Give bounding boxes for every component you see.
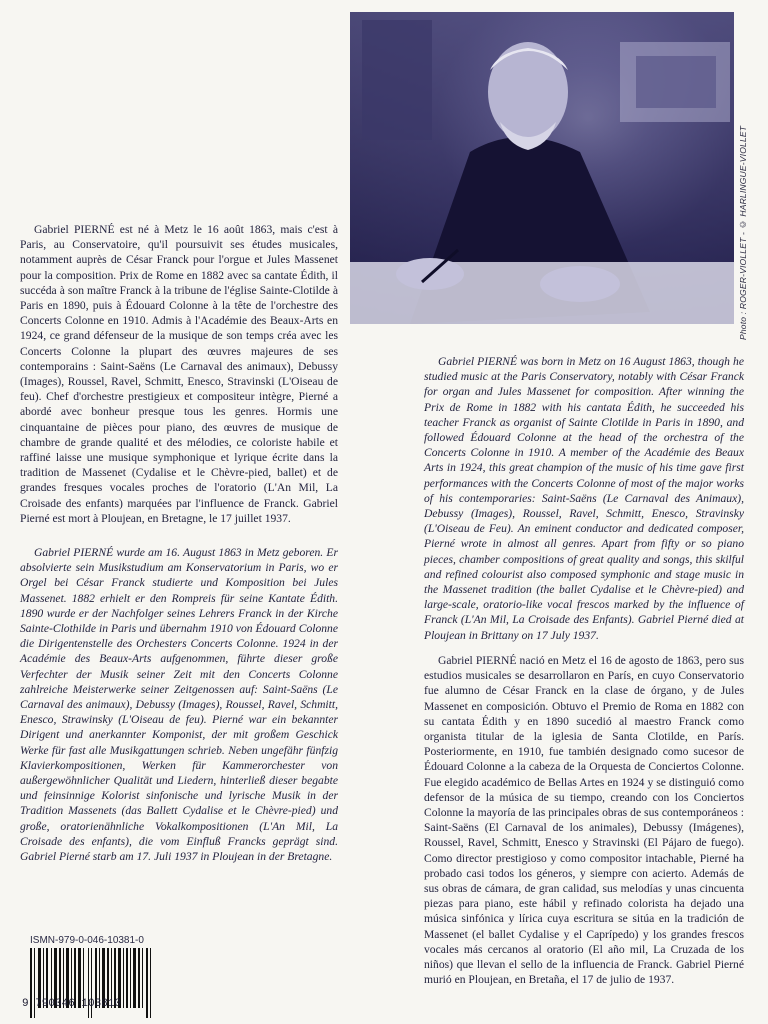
barcode-digits: 9 790046 103810 [22, 998, 122, 1010]
biography-spanish [424, 653, 744, 987]
ismn-label: ISMN-979-0-046-10381-0 [30, 935, 144, 946]
biography-french [20, 222, 338, 526]
paragraph-fr: Gabriel PIERNÉ est né à Metz le 16 août 1863, mais c'est à Paris, au Conservatoire, qu'il poursuivit ses études musicales, notamment auprès de César Franck pour l'orgue et Jules Massenet pour la composition. Prix de Rome en 1882 avec sa cantate Édith, il succéda à son maître Franck à la tribune de l'église Sainte-Clotilde à Paris en 1890, puis à Édouard Colonne à la tête de l'orchestre des Concerts Colonne en 1910. Admis à l'Académie des Beaux-Arts en 1924, ce grand défenseur de la musique de son temps créa avec les Concerts Colonne la plupart des œuvres majeures de ses contemporains : Saint-Saëns (Le Carnaval des animaux), Debussy (Images), Roussel, Ravel, Schmitt, Enesco, Stravinski (L'Oiseau de feu). Chef d'orchestre prestigieux et compositeur intègre, Pierné a abordé avec bonheur presque tous les genres. Hormis une cinquantaine de pièces pour piano, des œuvres de musique de chambre de grande qualité et des mélodies, ce coloriste habile et raffiné laisse une musique symphonique et lyrique écrite dans la tradition de Massenet (Cydalise et le Chèvre-pied, ballet) et de grandes fresques vocales proches de l'oratorio (L'An Mil, La Croisade des enfants) marquées par l'influence de Franck. Gabriel Pierné est mort à Ploujean, en Bretagne, le 17 juillet 1937. [20, 223, 338, 525]
biography-english [424, 354, 744, 643]
biography-german [20, 545, 338, 864]
paragraph-es: Gabriel PIERNÉ nació en Metz el 16 de agosto de 1863, pero sus estudios musicales se desarrollaron en París, en cuyo Conservatorio fue alumno de César Franck en la clase de órgano, y de Jules Massenet en composición. Obtuvo el Premio de Roma en 1882 con su cantata Édith y en 1890 sucedió al maestro Franck como organista titular de la iglesia de Santa Clotilde, en París. Posteriormente, en 1910, fue también designado como sucesor de Édouard Colonne a la cabeza de la Orquesta de Conciertos Colonne. Fue elegido académico de Bellas Artes en 1924 y se distinguió como defensor de la música de su tiempo, creando con los Conciertos Colonne la mayoría de las principales obras de sus contemporáneos : Saint-Saëns (El Carnaval de los animales), Debussy (Imágenes), Roussel, Ravel, Schmitt, Enesco y Stravinski (El Pájaro de fuego). Como director prestigioso y como compositor intachable, Pierné ha probado casi todos los géneros, y siempre con acierto. Además de sus obras de cámara, de gran calidad, sus melodías y unas cincuenta piezas para piano, este hábil y refinado colorista ha dejado una música sinfónica y lírica cuya escritura se sitúa en la tradición de Massenet (el ballet Cydalise y el Caprípedo) y los grandes frescos vocales más cercanos al oratorio (El año mil, La Cruzada de los niños) que llevan el sello de la influencia de Franck. Gabriel Pierné murió en Ploujean, en Bretaña, el 17 de julio de 1937. [424, 654, 744, 987]
photo-credit: Photo : ROGER-VIOLLET - © HARLINGUE-VIOLLET [738, 125, 748, 340]
portrait-photo [350, 12, 734, 324]
paragraph-de: Gabriel PIERNÉ wurde am 16. August 1863 in Metz geboren. Er absolvierte sein Musikstudium am Konservatorium in Paris, wo er Orgel bei César Franck studierte und Komposition bei Jules Massenet. 1882 erhielt er den Rompreis für seine Kantate Édith. 1890 wurde er der Nachfolger seines Lehrers Franck in der Kirche Sainte-Clothilde in Paris und übernahm 1910 von Édouard Colonne die Dirigentenstelle des Orchesters Concerts Colonne. 1924 in der Académie des Beaux-Arts aufgenommen, führte dieser große Verfechter der Musik seiner Zeit mit den Concerts Colonne zahlreiche Meisterwerke seiner Zeitgenossen auf: Saint-Saëns (Le Carnaval des animaux), Debussy (Images), Roussel, Ravel, Schmitt, Enesco, Strawinsky (L'Oiseau de feu). Pierné war ein bekannter Dirigent und anerkannter Komponist, der mit großem Geschick Werke für fast alle Musikgattungen schrieb. Neben ungefähr fünfzig Klavierkompositionen, Werken für Kammerorchester von außergewöhnlicher Qualität und Liedern, hinterließ dieser begabte und feinsinnige Kolorist sinfonische und lyrische Musik in der Tradition Massenets (das Ballett Cydalise et le Chèvre-pied) und große, oratorienähnliche Vokalkompositionen (L'An Mil, La Croisade des enfants), die vom Einfluß Francks geprägt sind. Gabriel Pierné starb am 17. Juli 1937 in Ploujean in der Bretagne. [20, 546, 338, 864]
paragraph-en: Gabriel PIERNÉ was born in Metz on 16 August 1863, though he studied music at the Paris Conservatory, notably with César Franck for organ and Jules Massenet for composition. After winning the Prix de Rome in 1882 with his cantata Édith, he succeeded his teacher Franck as organist of Sainte Clotilde in Paris in 1890, and followed Édouard Colonne at the head of the orchestra of the Concerts Colonne in 1910. A member of the Académie des Beaux Arts in 1924, this great champion of the music of his time gave first performances with the Concerts Colonne of most of the major works of his contemporaries: Saint-Saëns (Le Carnaval des Animaux), Debussy (Images), Roussel, Ravel, Schmitt, Enesco, Stravinsky (L'Oiseau de Feu). An eminent conductor and dedicated composer, Pierné wrote in almost all genres. Apart from fifty or so piano pieces, chamber compositions of great quality and songs, this skilful and refined colourist also composed symphonic and stage music in the Massenet tradition (the ballet Cydalise et le Chèvre-pied) and large-scale, oratorio-like vocal frescos marked by the influence of Franck (L'An Mil, La Croisade des Enfants). Gabriel Pierné died at Ploujean in Brittany on 17 July 1937. [424, 355, 744, 642]
